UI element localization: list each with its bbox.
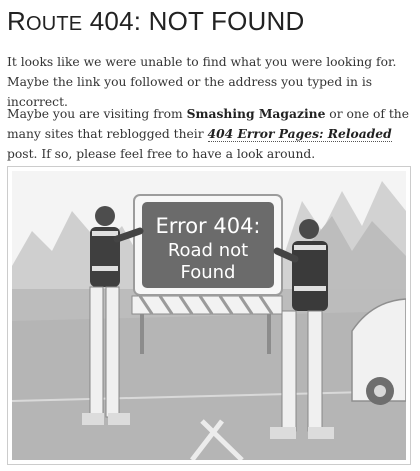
smashing-magazine-label: Smashing Magazine bbox=[186, 106, 326, 121]
error-photo bbox=[7, 166, 411, 465]
road-sign-illustration bbox=[12, 171, 406, 460]
title-small-caps: OUTE bbox=[25, 13, 83, 35]
referral-text-3: post. If so, please feel free to have a look around. bbox=[7, 147, 316, 161]
referral-text-1: Maybe you are visiting from bbox=[7, 107, 187, 121]
intro-paragraph: It looks like we were unable to find what you were looking for. Maybe the link you followed or the address you typed in is incorrect. bbox=[7, 55, 397, 109]
title-remainder: 404: NOT FOUND bbox=[82, 6, 305, 36]
page-title bbox=[7, 4, 304, 41]
referral-text-2: or one of the many sites that reblogged their bbox=[7, 107, 410, 141]
sign-line-2: Road not bbox=[167, 240, 249, 261]
sign-line-3: Found bbox=[180, 262, 236, 283]
sign-line-1: Error 404: bbox=[155, 214, 261, 238]
referral-paragraph bbox=[7, 104, 413, 164]
title-first-letter: R bbox=[7, 6, 26, 36]
error-pages-link[interactable]: 404 Error Pages: Reloaded bbox=[207, 126, 392, 141]
